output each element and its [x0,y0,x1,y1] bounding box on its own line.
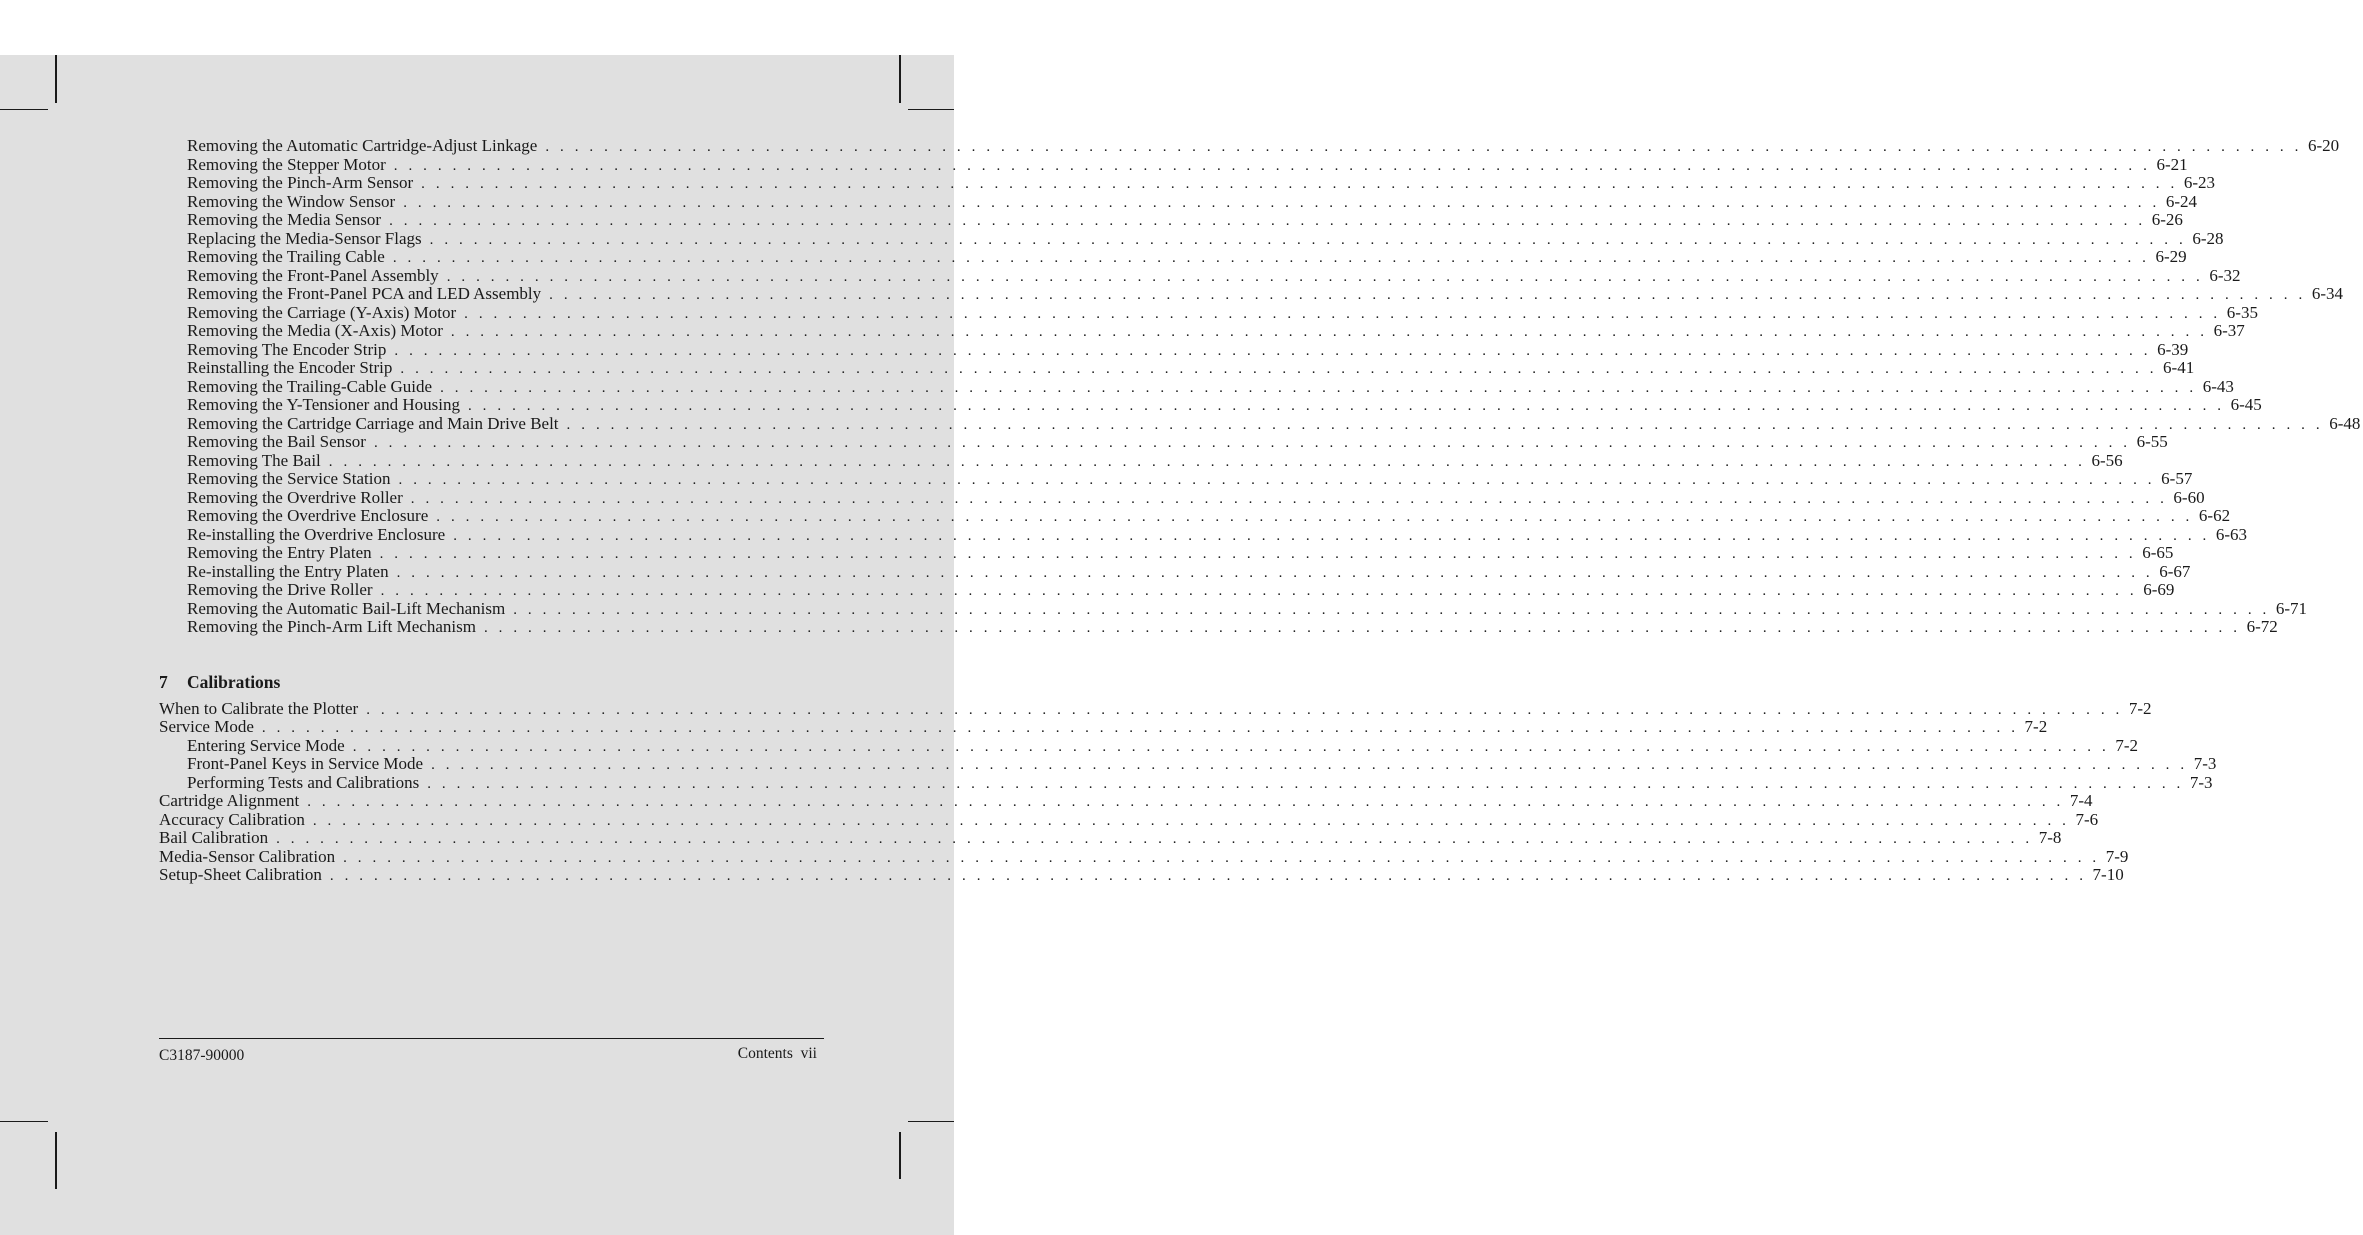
toc-entry[interactable] [187,136,2340,155]
toc-entry-title: Removing the Drive Roller [187,580,373,599]
toc-entry[interactable] [187,154,2188,174]
toc-leader-dots: . . . . . . . . . . . . . . . . . . . . . . . . . . . . . . . . . . . . . . . . . . . . . . . . . . . . . . . . . . . . . . . . . . . . . . . . . . . . . . . . . . . . . . . . . . . . . . . . . . . . . . . . . . . . . . . . . . . . . . . . [392,250,2150,266]
toc-leader-dots: . . . . . . . . . . . . . . . . . . . . . . . . . . . . . . . . . . . . . . . . . . . . . . . . . . . . . . . . . . . . . . . . . . . . . . . . . . . . . . . . . . . . . . . . . . . . . . . . . . . . . . . . . . . . . . . . . . . . . . . . [429,231,2187,248]
toc-entry-page: 6-63 [2215,524,2248,544]
toc-entry-page: 6-26 [2151,210,2183,229]
toc-entry-page: 6-71 [2275,598,2308,618]
toc-entry-title: Removing the Pinch-Arm Lift Mechanism [187,617,476,636]
toc-leader-dots: . . . . . . . . . . . . . . . . . . . . . . . . . . . . . . . . . . . . . . . . . . . . . . . . . . . . . . . . . . . . . . . . . . . . . . . . . . . . . . . . . . . . . . . . . . . . . . . . . . . . . . . . . . . . . . . . . . . . . . . . [328,453,2086,470]
toc-entry-page: 6-72 [2246,617,2278,636]
toc-entry-title: Entering Service Mode [187,735,345,755]
toc-entry-title: Removing the Y-Tensioner and Housing [187,395,460,414]
crop-mark-bottom-left-horizontal [0,1121,48,1122]
toc-leader-dots: . . . . . . . . . . . . . . . . . . . . . . . . . . . . . . . . . . . . . . . . . . . . . . . . . . . . . . . . . . . . . . . . . . . . . . . . . . . . . . . . . . . . . . . . . . . . . . . . . . . . . . . . . . . . . . . . . . . . . . . . [380,583,2138,599]
footer-section: Contents [737,1045,793,1062]
toc-entry[interactable] [159,699,2152,718]
toc-entry-page: 6-37 [2213,321,2245,340]
toc-leader-dots: . . . . . . . . . . . . . . . . . . . . . . . . . . . . . . . . . . . . . . . . . . . . . . . . . . . . . . . . . . . . . . . . . . . . . . . . . . . . . . . . . . . . . . . . . . . . . . . . . . . . . . . . . . . . . . . . . . . . . . . . [394,342,2152,359]
toc-leader-dots: . . . . . . . . . . . . . . . . . . . . . . . . . . . . . . . . . . . . . . . . . . . . . . . . . . . . . . . . . . . . . . . . . . . . . . . . . . . . . . . . . . . . . . . . . . . . . . . . . . . . . . . . . . . . . . . . . . . . . . . . [427,775,2184,792]
toc-entry-page: 7-3 [2193,754,2217,774]
footer-doc-number: C3187-90000 [159,1047,245,1064]
toc-entry-page: 6-69 [2143,580,2175,599]
toc-entry-title: Removing the Front-Panel PCA and LED Assembly [187,284,542,303]
toc-entry-page: 7-9 [2105,846,2129,866]
toc-leader-dots: . . . . . . . . . . . . . . . . . . . . . . . . . . . . . . . . . . . . . . . . . . . . . . . . . . . . . . . . . . . . . . . . . . . . . . . . . . . . . . . . . . . . . . . . . . . . . . . . . . . . . . . . . . . . . . . . . . . . . . . . [467,398,2225,414]
toc-entry-page: 7-10 [2092,865,2124,885]
toc-entry-title: Cartridge Alignment [159,791,300,811]
toc-entry-page: 6-57 [2161,469,2193,488]
toc-entry[interactable] [187,191,2198,211]
toc-leader-dots: . . . . . . . . . . . . . . . . . . . . . . . . . . . . . . . . . . . . . . . . . . . . . . . . . . . . . . . . . . . . . . . . . . . . . . . . . . . . . . . . . . . . . . . . . . . . . . . . . . . . . . . . . . . . . . . . . . . . . . . . [545,139,2302,155]
toc-leader-dots: . . . . . . . . . . . . . . . . . . . . . . . . . . . . . . . . . . . . . . . . . . . . . . . . . . . . . . . . . . . . . . . . . . . . . . . . . . . . . . . . . . . . . . . . . . . . . . . . . . . . . . . . . . . . . . . . . . . . . . . . [276,831,2033,848]
crop-mark-top-right-horizontal [908,109,954,110]
toc-leader-dots: . . . . . . . . . . . . . . . . . . . . . . . . . . . . . . . . . . . . . . . . . . . . . . . . . . . . . . . . . . . . . . . . . . . . . . . . . . . . . . . . . . . . . . . . . . . . . . . . . . . . . . . . . . . . . . . . . . . . . . . . [403,194,2160,211]
toc-entry-title: Performing Tests and Calibrations [187,772,420,792]
crop-mark-bottom-right-vertical [899,1132,901,1179]
toc-entry-page: 6-60 [2173,487,2205,507]
toc-entry-page: 6-24 [2165,191,2198,211]
toc-entry[interactable] [159,717,2048,737]
toc-entry-title: Removing the Stepper Motor [187,154,386,174]
toc-entry-page: 7-2 [2115,735,2139,755]
toc-entry-title: Removing the Automatic Bail-Lift Mechanism [187,598,506,618]
toc-entry-page: 6-41 [2163,358,2195,377]
toc-entry-page: 6-43 [2202,376,2234,396]
toc-entry-page: 6-48 [2329,413,2361,433]
toc-entry-title: Re-installing the Overdrive Enclosure [187,524,446,544]
toc-entry[interactable] [187,210,2183,229]
chapter-number: 7 [159,672,168,692]
crop-mark-top-left-vertical [55,55,57,103]
toc-entry-page: 7-8 [2038,828,2062,848]
toc-entry[interactable] [187,247,2187,266]
toc-entry-page: 6-28 [2192,228,2224,248]
toc-entry-page: 7-3 [2189,772,2213,792]
toc-entry-title: Re-installing the Entry Platen [187,561,389,581]
toc-entry-page: 6-29 [2155,247,2187,266]
toc-entry-title: Removing the Overdrive Roller [187,487,403,507]
toc-entry[interactable] [159,865,2124,885]
crop-mark-bottom-left-vertical [55,1132,57,1189]
toc-entry[interactable] [187,617,2278,636]
toc-entry[interactable] [159,809,2099,829]
toc-entry-title: Removing the Bail Sensor [187,432,366,451]
toc-leader-dots: . . . . . . . . . . . . . . . . . . . . . . . . . . . . . . . . . . . . . . . . . . . . . . . . . . . . . . . . . . . . . . . . . . . . . . . . . . . . . . . . . . . . . . . . . . . . . . . . . . . . . . . . . . . . . . . . . . . . . . . . [373,435,2131,451]
toc-leader-dots: . . . . . . . . . . . . . . . . . . . . . . . . . . . . . . . . . . . . . . . . . . . . . . . . . . . . . . . . . . . . . . . . . . . . . . . . . . . . . . . . . . . . . . . . . . . . . . . . . . . . . . . . . . . . . . . . . . . . . . . . [453,527,2210,544]
toc-leader-dots: . . . . . . . . . . . . . . . . . . . . . . . . . . . . . . . . . . . . . . . . . . . . . . . . . . . . . . . . . . . . . . . . . . . . . . . . . . . . . . . . . . . . . . . . . . . . . . . . . . . . . . . . . . . . . . . . . . . . . . . . [400,361,2158,377]
toc-entry[interactable] [187,506,2231,525]
crop-mark-top-right-vertical [899,55,901,103]
toc-entry[interactable] [187,173,2215,192]
toc-entry-page: 6-45 [2230,395,2262,414]
toc-leader-dots: . . . . . . . . . . . . . . . . . . . . . . . . . . . . . . . . . . . . . . . . . . . . . . . . . . . . . . . . . . . . . . . . . . . . . . . . . . . . . . . . . . . . . . . . . . . . . . . . . . . . . . . . . . . . . . . . . . . . . . . . [366,702,2123,718]
footer-page-number: vii [800,1045,817,1062]
toc-entry[interactable] [187,265,2241,285]
toc-entry-title: Removing the Cartridge Carriage and Main Drive Belt [187,413,559,433]
toc-entry[interactable] [187,358,2195,377]
toc-entry-page: 7-2 [2128,699,2152,718]
toc-leader-dots: . . . . . . . . . . . . . . . . . . . . . . . . . . . . . . . . . . . . . . . . . . . . . . . . . . . . . . . . . . . . . . . . . . . . . . . . . . . . . . . . . . . . . . . . . . . . . . . . . . . . . . . . . . . . . . . . . . . . . . . . [307,794,2064,811]
footer-rule [159,1038,824,1039]
toc-entry[interactable] [187,469,2193,488]
toc-entry[interactable] [187,772,2213,792]
toc-leader-dots: . . . . . . . . . . . . . . . . . . . . . . . . . . . . . . . . . . . . . . . . . . . . . . . . . . . . . . . . . . . . . . . . . . . . . . . . . . . . . . . . . . . . . . . . . . . . . . . . . . . . . . . . . . . . . . . . . . . . . . . . [446,268,2204,285]
toc-entry[interactable] [187,395,2262,414]
toc-entry-page: 6-55 [2136,432,2168,451]
toc-entry[interactable] [159,791,2093,811]
toc-entry-page: 6-23 [2183,173,2215,192]
toc-entry[interactable] [187,524,2248,544]
toc-entry[interactable] [187,376,2234,396]
toc-entry-title: Removing The Encoder Strip [187,339,387,359]
toc-entry-title: Removing the Pinch-Arm Sensor [187,173,414,192]
toc-leader-dots: . . . . . . . . . . . . . . . . . . . . . . . . . . . . . . . . . . . . . . . . . . . . . . . . . . . . . . . . . . . . . . . . . . . . . . . . . . . . . . . . . . . . . . . . . . . . . . . . . . . . . . . . . . . . . . . . . . . . . . . . [329,868,2087,885]
toc-leader-dots: . . . . . . . . . . . . . . . . . . . . . . . . . . . . . . . . . . . . . . . . . . . . . . . . . . . . . . . . . . . . . . . . . . . . . . . . . . . . . . . . . . . . . . . . . . . . . . . . . . . . . . . . . . . . . . . . . . . . . . . . [513,601,2270,618]
toc-entry-title: Front-Panel Keys in Service Mode [187,754,424,774]
toc-entry-title: Removing the Carriage (Y-Axis) Motor [187,302,457,322]
toc-entry[interactable] [187,302,2258,322]
toc-leader-dots: . . . . . . . . . . . . . . . . . . . . . . . . . . . . . . . . . . . . . . . . . . . . . . . . . . . . . . . . . . . . . . . . . . . . . . . . . . . . . . . . . . . . . . . . . . . . . . . . . . . . . . . . . . . . . . . . . . . . . . . . [312,812,2070,829]
toc-entry[interactable] [159,846,2129,866]
toc-entry-page: 6-62 [2198,506,2231,525]
toc-leader-dots: . . . . . . . . . . . . . . . . . . . . . . . . . . . . . . . . . . . . . . . . . . . . . . . . . . . . . . . . . . . . . . . . . . . . . . . . . . . . . . . . . . . . . . . . . . . . . . . . . . . . . . . . . . . . . . . . . . . . . . . . [436,509,2193,525]
toc-entry[interactable] [187,580,2175,599]
toc-entry-page: 6-34 [2311,284,2343,303]
document-page [0,55,2361,1235]
toc-entry-page: 6-65 [2142,543,2174,562]
toc-entry-page: 6-39 [2157,339,2189,359]
toc-entry[interactable] [187,321,2245,340]
toc-leader-dots: . . . . . . . . . . . . . . . . . . . . . . . . . . . . . . . . . . . . . . . . . . . . . . . . . . . . . . . . . . . . . . . . . . . . . . . . . . . . . . . . . . . . . . . . . . . . . . . . . . . . . . . . . . . . . . . . . . . . . . . . [410,490,2168,507]
toc-entry[interactable] [187,754,2217,774]
toc-entry[interactable] [187,450,2123,470]
toc-leader-dots: . . . . . . . . . . . . . . . . . . . . . . . . . . . . . . . . . . . . . . . . . . . . . . . . . . . . . . . . . . . . . . . . . . . . . . . . . . . . . . . . . . . . . . . . . . . . . . . . . . . . . . . . . . . . . . . . . . . . . . . . [389,213,2146,229]
toc-entry[interactable] [187,228,2224,248]
toc-leader-dots: . . . . . . . . . . . . . . . . . . . . . . . . . . . . . . . . . . . . . . . . . . . . . . . . . . . . . . . . . . . . . . . . . . . . . . . . . . . . . . . . . . . . . . . . . . . . . . . . . . . . . . . . . . . . . . . . . . . . . . . . [549,287,2306,303]
toc-entry-title: Removing the Automatic Cartridge-Adjust Linkage [187,136,538,155]
toc-leader-dots: . . . . . . . . . . . . . . . . . . . . . . . . . . . . . . . . . . . . . . . . . . . . . . . . . . . . . . . . . . . . . . . . . . . . . . . . . . . . . . . . . . . . . . . . . . . . . . . . . . . . . . . . . . . . . . . . . . . . . . . . [440,379,2197,396]
toc-leader-dots: . . . . . . . . . . . . . . . . . . . . . . . . . . . . . . . . . . . . . . . . . . . . . . . . . . . . . . . . . . . . . . . . . . . . . . . . . . . . . . . . . . . . . . . . . . . . . . . . . . . . . . . . . . . . . . . . . . . . . . . . [450,324,2208,340]
toc-entry-page: 6-20 [2307,136,2340,155]
toc-entry[interactable] [187,487,2205,507]
toc-leader-dots: . . . . . . . . . . . . . . . . . . . . . . . . . . . . . . . . . . . . . . . . . . . . . . . . . . . . . . . . . . . . . . . . . . . . . . . . . . . . . . . . . . . . . . . . . . . . . . . . . . . . . . . . . . . . . . . . . . . . . . . . [396,564,2154,581]
toc-entry-page: 6-56 [2091,450,2123,470]
toc-entry[interactable] [187,598,2308,618]
toc-leader-dots: . . . . . . . . . . . . . . . . . . . . . . . . . . . . . . . . . . . . . . . . . . . . . . . . . . . . . . . . . . . . . . . . . . . . . . . . . . . . . . . . . . . . . . . . . . . . . . . . . . . . . . . . . . . . . . . . . . . . . . . . [393,157,2151,174]
toc-leader-dots: . . . . . . . . . . . . . . . . . . . . . . . . . . . . . . . . . . . . . . . . . . . . . . . . . . . . . . . . . . . . . . . . . . . . . . . . . . . . . . . . . . . . . . . . . . . . . . . . . . . . . . . . . . . . . . . . . . . . . . . . [483,620,2241,636]
toc-entry-title: Removing the Service Station [187,469,391,488]
toc-leader-dots: . . . . . . . . . . . . . . . . . . . . . . . . . . . . . . . . . . . . . . . . . . . . . . . . . . . . . . . . . . . . . . . . . . . . . . . . . . . . . . . . . . . . . . . . . . . . . . . . . . . . . . . . . . . . . . . . . . . . . . . . [421,176,2178,192]
toc-entry[interactable] [187,432,2168,451]
toc-entry-title: Service Mode [159,717,254,737]
toc-entry-title: Removing the Front-Panel Assembly [187,265,439,285]
toc-leader-dots: . . . . . . . . . . . . . . . . . . . . . . . . . . . . . . . . . . . . . . . . . . . . . . . . . . . . . . . . . . . . . . . . . . . . . . . . . . . . . . . . . . . . . . . . . . . . . . . . . . . . . . . . . . . . . . . . . . . . . . . . [261,720,2019,737]
toc-entry-page: 7-6 [2075,809,2099,829]
toc-entry-page: 6-35 [2226,302,2258,322]
toc-leader-dots: . . . . . . . . . . . . . . . . . . . . . . . . . . . . . . . . . . . . . . . . . . . . . . . . . . . . . . . . . . . . . . . . . . . . . . . . . . . . . . . . . . . . . . . . . . . . . . . . . . . . . . . . . . . . . . . . . . . . . . . . [352,738,2110,755]
toc-entry-title: When to Calibrate the Plotter [159,699,359,718]
toc-leader-dots: . . . . . . . . . . . . . . . . . . . . . . . . . . . . . . . . . . . . . . . . . . . . . . . . . . . . . . . . . . . . . . . . . . . . . . . . . . . . . . . . . . . . . . . . . . . . . . . . . . . . . . . . . . . . . . . . . . . . . . . . [431,757,2188,774]
toc-entry-page: 7-2 [2024,717,2048,737]
toc-entry[interactable] [187,735,2139,755]
footer-page-label [738,1045,817,1063]
toc-entry-page: 6-67 [2159,561,2191,581]
toc-entry-page: 7-4 [2069,791,2093,811]
crop-mark-top-left-horizontal [0,109,48,110]
toc-entry[interactable] [187,413,2361,433]
toc-entry-title: Reinstalling the Encoder Strip [187,358,393,377]
toc-entry-title: Removing the Trailing Cable [187,247,385,266]
toc-entry-title: Removing the Entry Platen [187,543,372,562]
toc-entry-title: Replacing the Media-Sensor Flags [187,228,422,248]
toc-entry[interactable] [187,543,2174,562]
toc-leader-dots: . . . . . . . . . . . . . . . . . . . . . . . . . . . . . . . . . . . . . . . . . . . . . . . . . . . . . . . . . . . . . . . . . . . . . . . . . . . . . . . . . . . . . . . . . . . . . . . . . . . . . . . . . . . . . . . . . . . . . . . . [398,472,2156,488]
toc-entry[interactable] [159,828,2062,848]
toc-entry-page: 6-32 [2209,265,2241,285]
toc-entry-title: Bail Calibration [159,828,269,848]
toc-entry[interactable] [187,339,2189,359]
chapter-title: Calibrations [187,672,281,692]
toc-entry-title: Accuracy Calibration [159,809,305,829]
toc-entry-title: Removing the Media (X-Axis) Motor [187,321,443,340]
chapter-heading [159,672,280,693]
toc-entry-title: Removing The Bail [187,450,321,470]
toc-entry-title: Removing the Trailing-Cable Guide [187,376,433,396]
toc-entry-title: Removing the Overdrive Enclosure [187,506,429,525]
toc-leader-dots: . . . . . . . . . . . . . . . . . . . . . . . . . . . . . . . . . . . . . . . . . . . . . . . . . . . . . . . . . . . . . . . . . . . . . . . . . . . . . . . . . . . . . . . . . . . . . . . . . . . . . . . . . . . . . . . . . . . . . . . . [464,305,2221,322]
toc-leader-dots: . . . . . . . . . . . . . . . . . . . . . . . . . . . . . . . . . . . . . . . . . . . . . . . . . . . . . . . . . . . . . . . . . . . . . . . . . . . . . . . . . . . . . . . . . . . . . . . . . . . . . . . . . . . . . . . . . . . . . . . . [343,849,2100,866]
toc-leader-dots: . . . . . . . . . . . . . . . . . . . . . . . . . . . . . . . . . . . . . . . . . . . . . . . . . . . . . . . . . . . . . . . . . . . . . . . . . . . . . . . . . . . . . . . . . . . . . . . . . . . . . . . . . . . . . . . . . . . . . . . . [379,546,2137,562]
toc-entry-title: Removing the Window Sensor [187,191,396,211]
toc-entry[interactable] [187,284,2343,303]
toc-entry-title: Media-Sensor Calibration [159,846,336,866]
toc-leader-dots: . . . . . . . . . . . . . . . . . . . . . . . . . . . . . . . . . . . . . . . . . . . . . . . . . . . . . . . . . . . . . . . . . . . . . . . . . . . . . . . . . . . . . . . . . . . . . . . . . . . . . . . . . . . . . . . . . . . . . . . . [566,416,2324,433]
toc-entry-title: Removing the Media Sensor [187,210,382,229]
toc-entry[interactable] [187,561,2191,581]
crop-mark-bottom-right-horizontal [908,1121,954,1122]
toc-entry-page: 6-21 [2156,154,2188,174]
toc-entry-title: Setup-Sheet Calibration [159,865,322,885]
